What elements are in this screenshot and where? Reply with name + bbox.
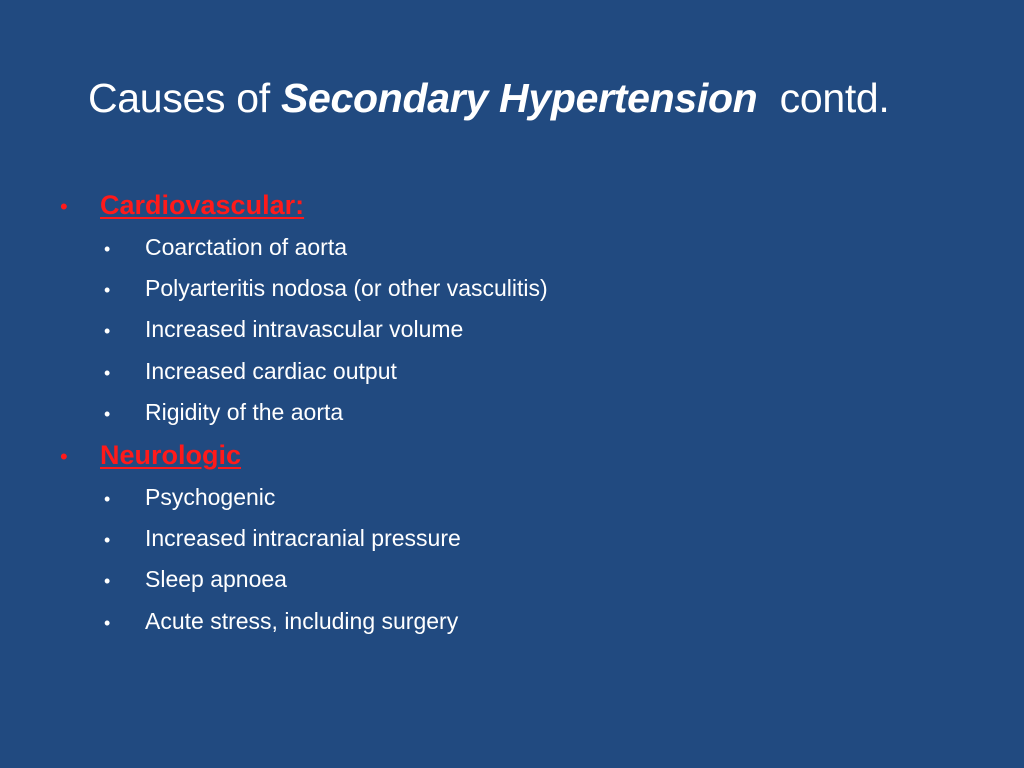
bullet-icon: • bbox=[104, 488, 111, 509]
section-heading bbox=[60, 433, 990, 477]
item-text: Sleep apnoea bbox=[145, 566, 287, 593]
list-item bbox=[60, 392, 990, 433]
item-text: Coarctation of aorta bbox=[145, 234, 348, 260]
slide-content bbox=[60, 183, 990, 642]
item-text: Polyarteritis nodosa (or other vasculitis) bbox=[145, 275, 548, 302]
item-list bbox=[60, 477, 990, 642]
item-text: Increased intracranial pressure bbox=[145, 525, 461, 552]
list-item bbox=[60, 309, 990, 350]
bullet-icon: • bbox=[60, 443, 68, 469]
bullet-icon: • bbox=[104, 321, 111, 342]
list-item bbox=[60, 559, 990, 600]
title-prefix: Causes of bbox=[88, 75, 281, 121]
item-text: Acute stress, including surgery bbox=[145, 607, 459, 634]
section-neurologic bbox=[60, 433, 990, 642]
title-suffix: contd. bbox=[757, 75, 890, 121]
section-label: Cardiovascular: bbox=[100, 190, 305, 220]
bullet-icon: • bbox=[104, 403, 111, 424]
bullet-icon: • bbox=[104, 239, 111, 259]
bullet-icon: • bbox=[104, 530, 111, 551]
section-label: Neurologic bbox=[100, 439, 242, 470]
section-heading bbox=[60, 183, 990, 227]
bullet-icon: • bbox=[60, 194, 68, 219]
section-cardiovascular bbox=[60, 183, 990, 433]
list-item bbox=[60, 477, 990, 518]
list-item bbox=[60, 227, 990, 268]
bullet-icon: • bbox=[104, 362, 111, 383]
item-text: Increased cardiac output bbox=[145, 357, 397, 384]
title-emphasis: Secondary Hypertension bbox=[281, 75, 758, 121]
bullet-icon: • bbox=[104, 571, 111, 592]
slide-title bbox=[88, 68, 988, 128]
bullet-icon: • bbox=[104, 280, 111, 301]
list-item bbox=[60, 518, 990, 559]
bullet-icon: • bbox=[104, 612, 111, 633]
item-text: Rigidity of the aorta bbox=[145, 398, 344, 425]
list-item bbox=[60, 601, 990, 642]
list-item bbox=[60, 268, 990, 309]
item-text: Psychogenic bbox=[145, 483, 276, 510]
item-text: Increased intravascular volume bbox=[145, 316, 464, 343]
item-list bbox=[60, 227, 990, 433]
list-item bbox=[60, 351, 990, 392]
